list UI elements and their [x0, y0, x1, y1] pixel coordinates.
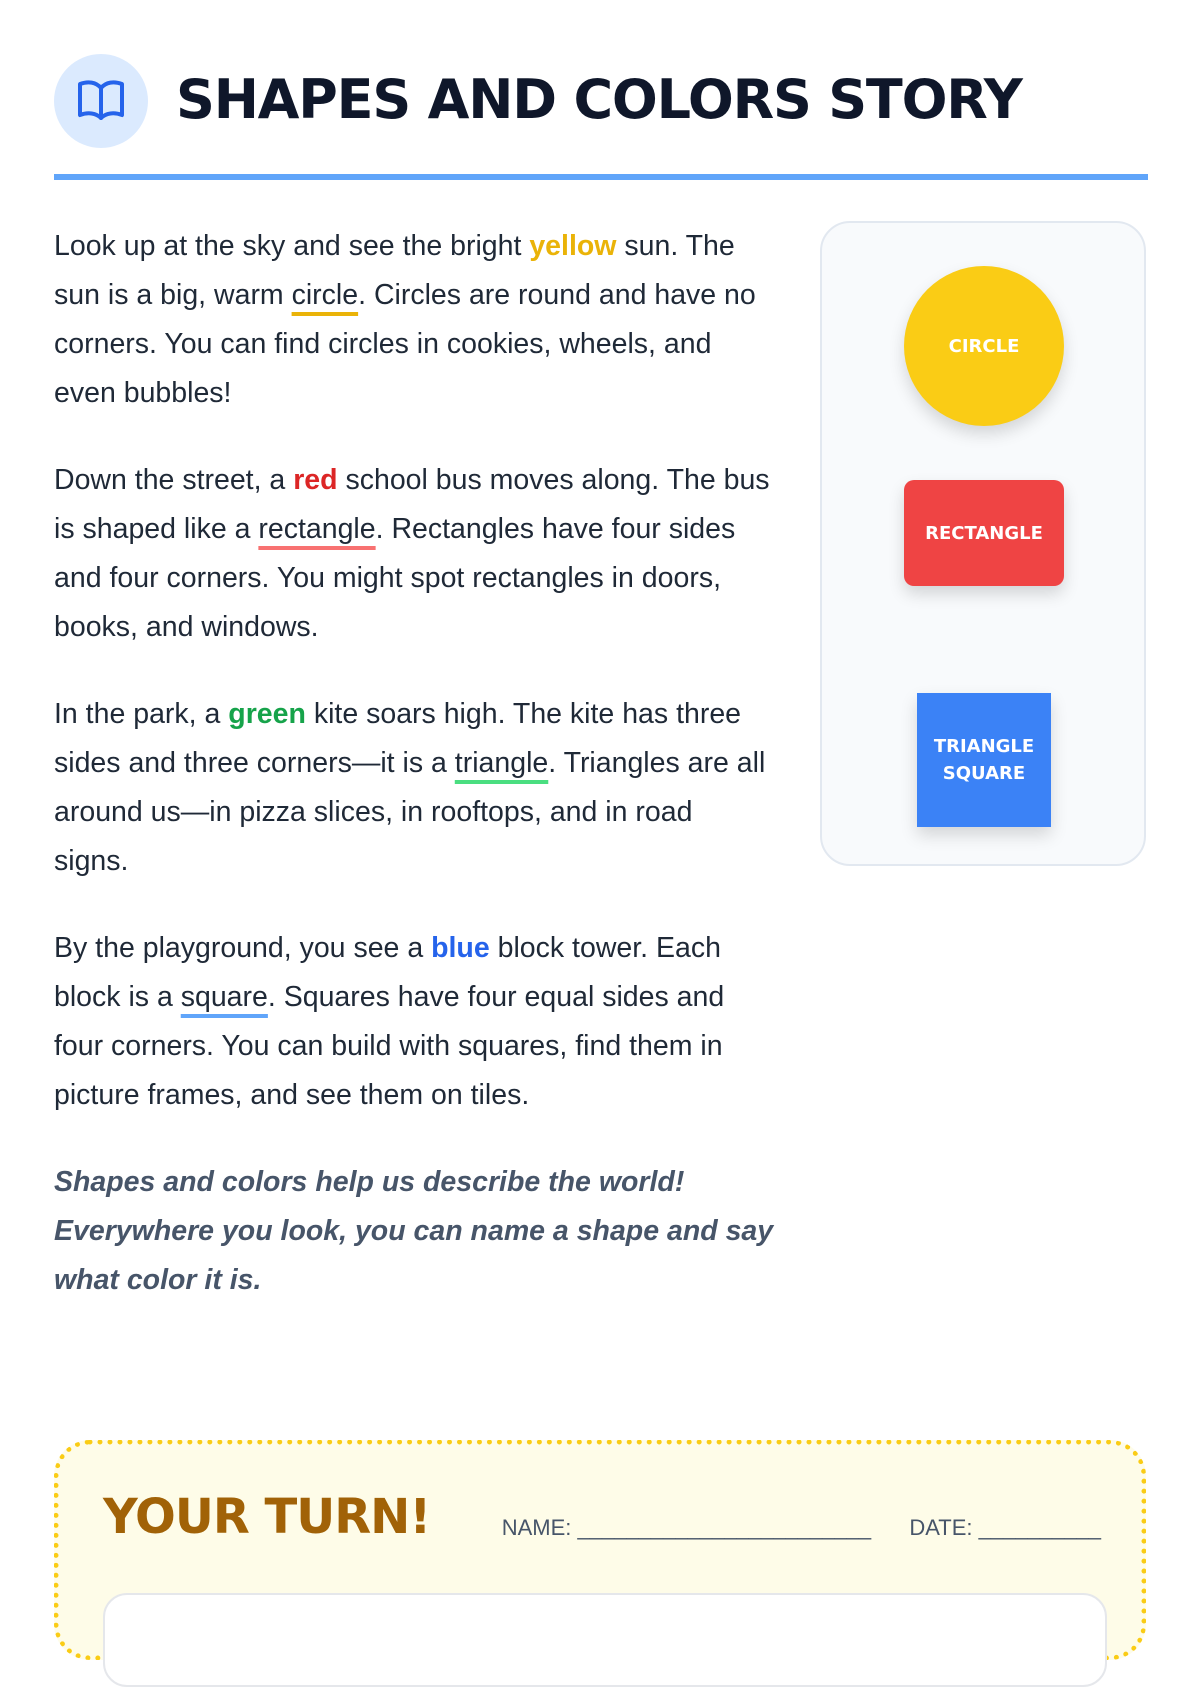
- story-paragraph: [54, 924, 774, 1120]
- open-book-icon: [76, 78, 126, 124]
- story-text-run: . Triangles are all around us—in pizza slices, in rooftops, and in road signs.: [54, 747, 766, 877]
- name-date-fields: [502, 1515, 1101, 1541]
- square-shape: [917, 693, 1051, 827]
- story-text-run: kite soars high. The kite has three sides and three corners—it is a: [54, 698, 742, 779]
- circle-label: CIRCLE: [948, 335, 1020, 357]
- story-text-run: . Squares have four equal sides and four corners. You can build with squares, find them in picture frames, and see them on tiles.: [54, 981, 725, 1111]
- date-field[interactable]: DATE: __________: [909, 1515, 1101, 1540]
- your-turn-section: [54, 1440, 1146, 1660]
- story-text-run: school bus moves along. The bus is shaped like a: [54, 464, 770, 545]
- color-word: green: [228, 698, 306, 730]
- rectangle-shape: [904, 480, 1064, 586]
- color-word: blue: [431, 932, 490, 964]
- answer-box[interactable]: [103, 1593, 1107, 1687]
- your-turn-title: YOUR TURN!: [103, 1489, 431, 1545]
- page-header: [54, 54, 1146, 146]
- closing-paragraph: Shapes and colors help us describe the world! Everywhere you look, you can name a shape and say what color it is.: [54, 1166, 774, 1296]
- story-text-run: Down the street, a: [54, 464, 294, 496]
- story-paragraph: [54, 690, 774, 886]
- story-text: [54, 222, 774, 1343]
- book-badge: [54, 54, 148, 148]
- square-label-line2: SQUARE: [942, 763, 1026, 784]
- shape-word: rectangle: [258, 513, 376, 545]
- story-paragraphs: [54, 222, 774, 1120]
- color-word: red: [293, 464, 338, 496]
- circle-shape: [904, 266, 1064, 426]
- name-field[interactable]: NAME: ________________________: [501, 1515, 872, 1540]
- shape-word: circle: [291, 279, 359, 311]
- square-label-line1: TRIANGLE: [933, 736, 1035, 757]
- story-paragraph: [54, 456, 774, 652]
- shape-panel: [820, 221, 1146, 866]
- story-text-run: By the playground, you see a: [54, 932, 432, 964]
- story-text-run: . Rectangles have four sides and four corners. You might spot rectangles in doors, books, and windows.: [54, 513, 736, 643]
- color-word: yellow: [529, 230, 617, 262]
- story-paragraph: [54, 222, 774, 418]
- shape-word: triangle: [454, 747, 549, 779]
- header-divider: [54, 174, 1148, 180]
- shape-word: square: [180, 981, 268, 1013]
- story-text-run: . Circles are round and have no corners. You can find circles in cookies, wheels, and even bubbles!: [54, 279, 756, 409]
- rectangle-label: RECTANGLE: [925, 522, 1043, 544]
- story-text-run: block tower. Each block is a: [54, 932, 721, 1013]
- page-title: SHAPES AND COLORS STORY: [176, 68, 1022, 131]
- story-text-run: In the park, a: [54, 698, 229, 730]
- story-text-run: sun. The sun is a big, warm: [54, 230, 735, 311]
- story-text-run: Look up at the sky and see the bright: [54, 230, 530, 262]
